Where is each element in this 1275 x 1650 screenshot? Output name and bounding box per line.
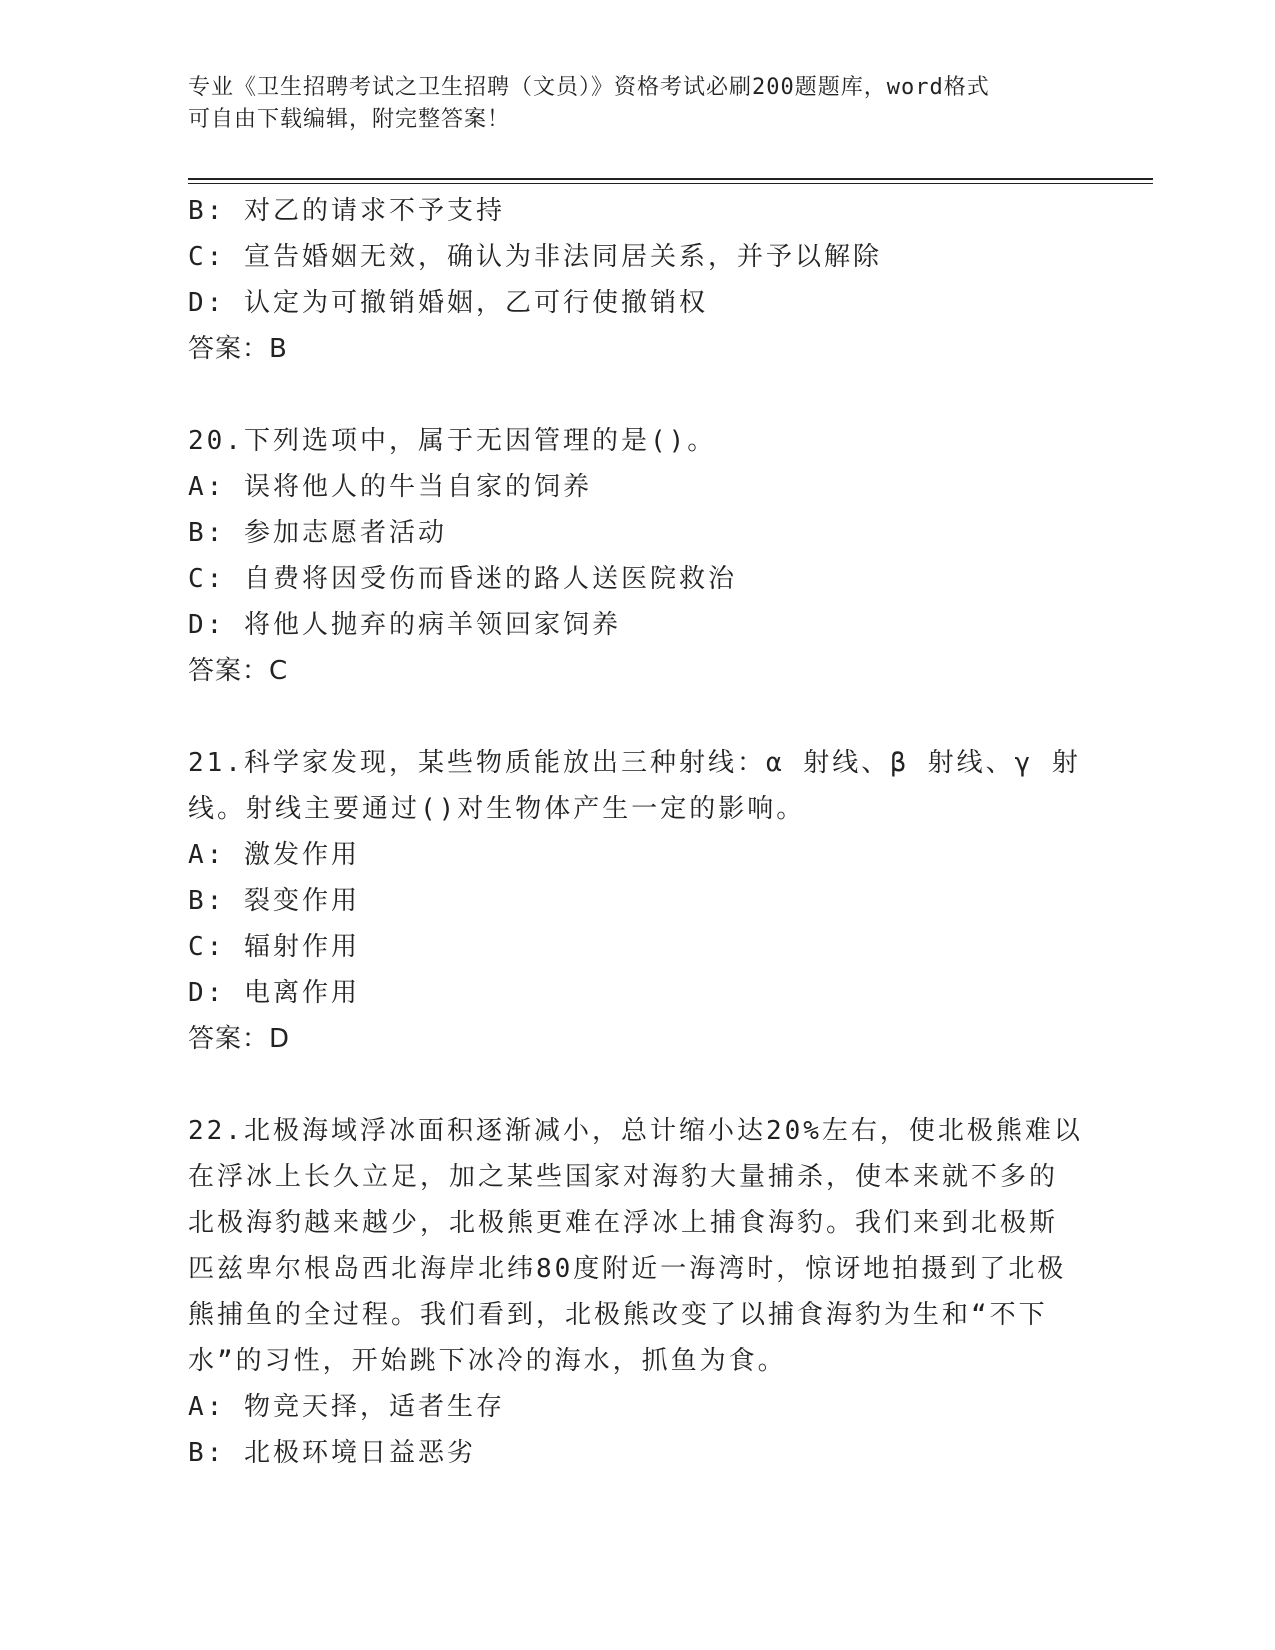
header-title-line-2: 可自由下载编辑，附完整答案！ xyxy=(188,107,511,132)
q19-option-d: D: 认定为可撤销婚姻，乙可行使撤销权 xyxy=(188,288,708,318)
q22-question-line-2: 在浮冰上长久立足，加之某些国家对海豹大量捕杀，使本来就不多的 xyxy=(188,1162,1059,1192)
q21-option-b: B: 裂变作用 xyxy=(188,886,360,916)
q20-option-a: A: 误将他人的牛当自家的饲养 xyxy=(188,472,592,502)
header-divider-thick xyxy=(188,178,1153,180)
q22-option-a: A: 物竞天择，适者生存 xyxy=(188,1392,505,1422)
q19-answer: 答案：B xyxy=(188,334,288,364)
q20-option-c: C: 自费将因受伤而昏迷的路人送医院救治 xyxy=(188,564,737,594)
q22-question-line-5: 熊捕鱼的全过程。我们看到，北极熊改变了以捕食海豹为生和“不下 xyxy=(188,1300,1048,1330)
question-19-continued xyxy=(188,188,1088,372)
spacer xyxy=(188,372,1088,418)
q19-option-b: B: 对乙的请求不予支持 xyxy=(188,196,505,226)
question-20 xyxy=(188,418,1088,694)
header-divider-thin xyxy=(188,183,1153,184)
question-22 xyxy=(188,1108,1088,1476)
q21-question-line-2: 线。射线主要通过()对生物体产生一定的影响。 xyxy=(188,794,806,824)
q21-option-c: C: 辐射作用 xyxy=(188,932,360,962)
question-list xyxy=(188,188,1088,1476)
q20-answer: 答案：C xyxy=(188,656,289,686)
spacer xyxy=(188,1062,1088,1108)
spacer xyxy=(188,694,1088,740)
document-header xyxy=(188,72,1088,136)
q22-question-line-4: 匹兹卑尔根岛西北海岸北纬80度附近一海湾时，惊讶地拍摄到了北极 xyxy=(188,1254,1067,1284)
q20-question: 20.下列选项中，属于无因管理的是()。 xyxy=(188,426,717,456)
q20-option-d: D: 将他人抛弃的病羊领回家饲养 xyxy=(188,610,621,640)
q21-option-d: D: 电离作用 xyxy=(188,978,360,1008)
q22-option-b: B: 北极环境日益恶劣 xyxy=(188,1438,476,1468)
q21-option-a: A: 激发作用 xyxy=(188,840,360,870)
q21-answer: 答案：D xyxy=(188,1024,291,1054)
question-21 xyxy=(188,740,1088,1062)
q20-option-b: B: 参加志愿者活动 xyxy=(188,518,447,548)
header-title-line-1: 专业《卫生招聘考试之卫生招聘（文员）》资格考试必刷200题题库，word格式 xyxy=(188,75,990,100)
q22-question-line-3: 北极海豹越来越少，北极熊更难在浮冰上捕食海豹。我们来到北极斯 xyxy=(188,1208,1059,1238)
q22-question-line-1: 22.北极海域浮冰面积逐渐减小，总计缩小达20%左右，使北极熊难以 xyxy=(188,1116,1083,1146)
q22-question-line-6: 水”的习性，开始跳下冰冷的海水，抓鱼为食。 xyxy=(188,1346,787,1376)
q21-question-line-1: 21.科学家发现，某些物质能放出三种射线：α 射线、β 射线、γ 射 xyxy=(188,748,1081,778)
q19-option-c: C: 宣告婚姻无效，确认为非法同居关系，并予以解除 xyxy=(188,242,882,272)
